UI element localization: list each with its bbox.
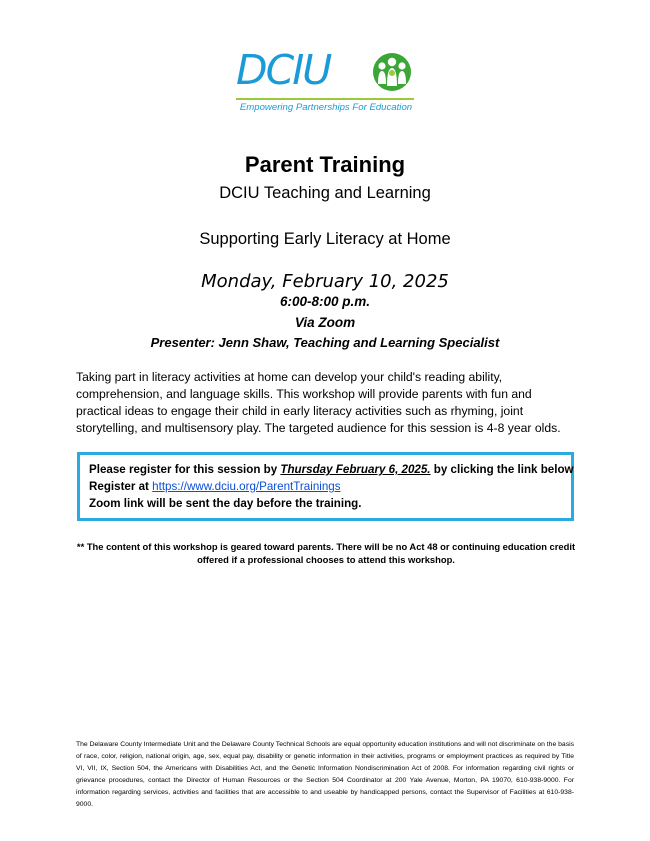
registration-link-line: Register at https://www.dciu.org/ParentTrainings [89, 480, 341, 493]
dciu-logo [236, 48, 416, 120]
event-time: 6:00-8:00 p.m. [279, 294, 371, 309]
workshop-topic: Supporting Early Literacy at Home [199, 230, 451, 248]
page-subtitle: DCIU Teaching and Learning [219, 184, 431, 202]
logo-rule [236, 98, 414, 100]
event-date: Monday, February 10, 2025 [201, 271, 449, 292]
workshop-description: Taking part in literacy activities at home can develop your child's reading ability, comprehension, and language skills. This workshop will provide parents with fun and practical ideas to engage their child in early literacy activities such as rhyming, joint storytelling, and multisensory play. The targeted audience for this session is 4-8 year olds. [76, 370, 561, 435]
registration-link[interactable]: https://www.dciu.org/ParentTrainings [152, 480, 341, 493]
credit-note: ** The content of this workshop is geared toward parents. There will be no Act 48 or continuing education credit offered if a professional chooses to attend this workshop. [76, 541, 576, 565]
event-presenter: Presenter: Jenn Shaw, Teaching and Learning Specialist [150, 335, 500, 350]
logo-tagline: Empowering Partnerships For Education [239, 102, 413, 113]
zoom-link-note: Zoom link will be sent the day before the training. [89, 497, 362, 510]
registration-deadline-line: Please register for this session by Thursday February 6, 2025. by clicking the link below [89, 463, 574, 476]
registration-deadline: Thursday February 6, 2025. [280, 463, 431, 476]
registration-box [77, 452, 574, 521]
event-location: Via Zoom [294, 315, 356, 330]
nondiscrimination-footer: The Delaware County Intermediate Unit and the Delaware County Technical Schools are equal opportunity education institutions and will not discriminate on the basis of race, color, religion, national origin, age, sex, equal pay, disability or genetic information in their activities, programs or employment practices as required by Title VI, VII, IX, Section 504, the Americans with Disabilities Act, and the Genetic Information Nondiscrimination Act of 2008. For information regarding civil rights or grievance procedures, contact the Director of Human Resources or the Section 504 Coordinator at 200 Yale Avenue, Morton, PA 19070, 610-938-9000. For information regarding services, activities and facilities that are accessible to and useable by handicapped persons, contact the Supervisor of Facilities at 610-938-9000. [76, 741, 574, 808]
people-circle-icon [372, 52, 412, 92]
page-title: Parent Training [244, 152, 406, 177]
logo-wordmark: DCIU [236, 46, 331, 94]
